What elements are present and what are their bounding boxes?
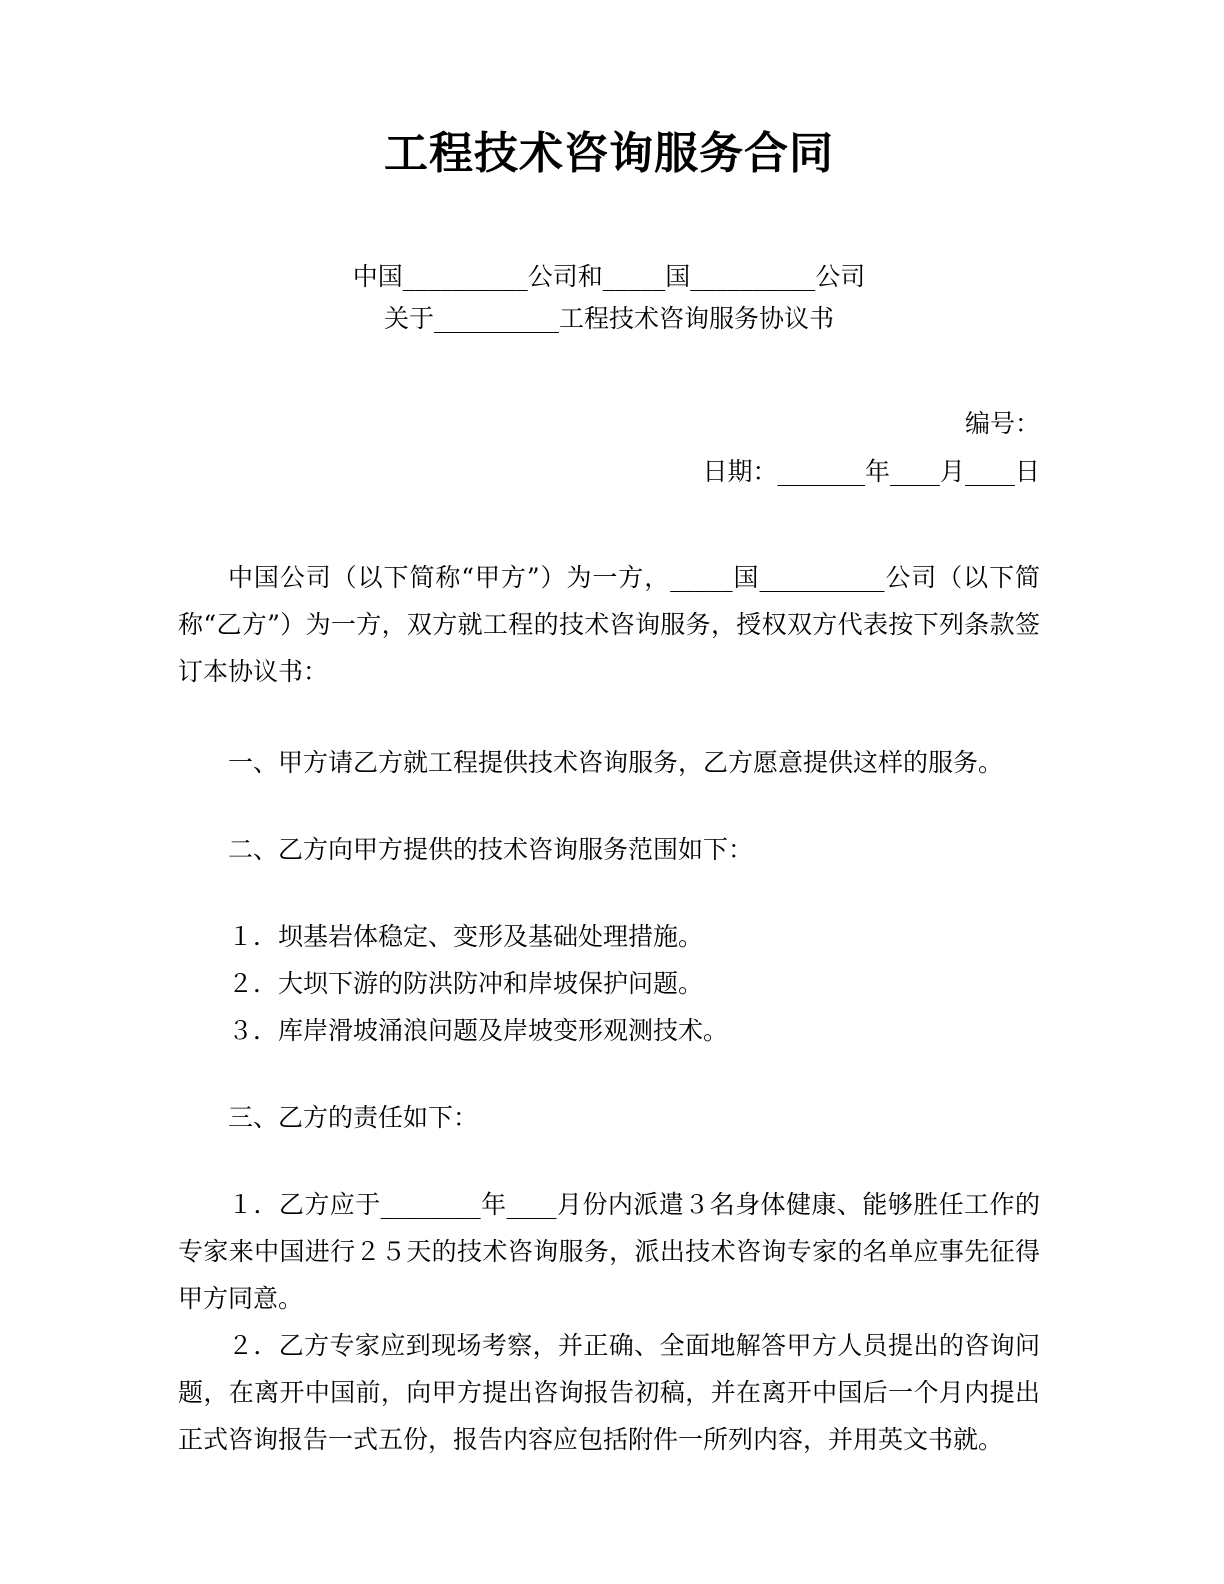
spacer	[178, 1141, 1040, 1181]
clause-2-item-2: ２．大坝下游的防洪防冲和岸坡保护问题。	[228, 969, 704, 999]
contract-number-label: 编号：	[964, 409, 1040, 439]
contract-date-label: 日期：_______年____月____日	[702, 457, 1040, 487]
clause-heading-2: 二、乙方向甲方提供的技术咨询服务范围如下：	[228, 835, 754, 865]
clause-3-item-1: １．乙方应于________年____月份内派遣３名身体健康、能够胜任工作的专家来中国进行２５天的技术咨询服务，派出技术咨询专家的名单应事先征得甲方同意。	[178, 1190, 1040, 1314]
clause-2-item-1: １．坝基岩体稳定、变形及基础处理措施。	[228, 922, 704, 952]
spacer	[178, 786, 1040, 826]
preamble-paragraph: 中国公司（以下简称“甲方”）为一方，_____国__________公司（以下简称“乙方”）为一方，双方就工程的技术咨询服务，授权双方代表按下列条款签订本协议书：	[178, 563, 1040, 687]
subtitle-line-agreement: 关于__________工程技术咨询服务协议书	[383, 304, 834, 334]
document-content	[178, 0, 1040, 1463]
clause-heading-1: 一、甲方请乙方就工程提供技术咨询服务，乙方愿意提供这样的服务。	[228, 748, 1004, 778]
clause-3-item-2: ２．乙方专家应到现场考察，并正确、全面地解答甲方人员提出的咨询问题，在离开中国前，向甲方提出咨询报告初稿，并在离开中国后一个月内提出正式咨询报告一式五份，报告内容应包括附件一所列内容，并用英文书就。	[178, 1331, 1040, 1455]
spacer	[178, 695, 1040, 739]
page-title: 工程技术咨询服务合同	[384, 128, 834, 179]
spacer	[178, 1054, 1040, 1094]
document-body	[178, 554, 1040, 1463]
subtitle-line-parties: 中国__________公司和_____国__________公司	[352, 262, 866, 292]
spacer	[178, 873, 1040, 913]
subtitle-block	[178, 256, 1040, 340]
clause-2-item-3: ３．库岸滑坡涌浪问题及岸坡变形观测技术。	[228, 1016, 729, 1046]
document-meta-block	[178, 400, 1040, 496]
clause-heading-3: 三、乙方的责任如下：	[228, 1103, 479, 1133]
